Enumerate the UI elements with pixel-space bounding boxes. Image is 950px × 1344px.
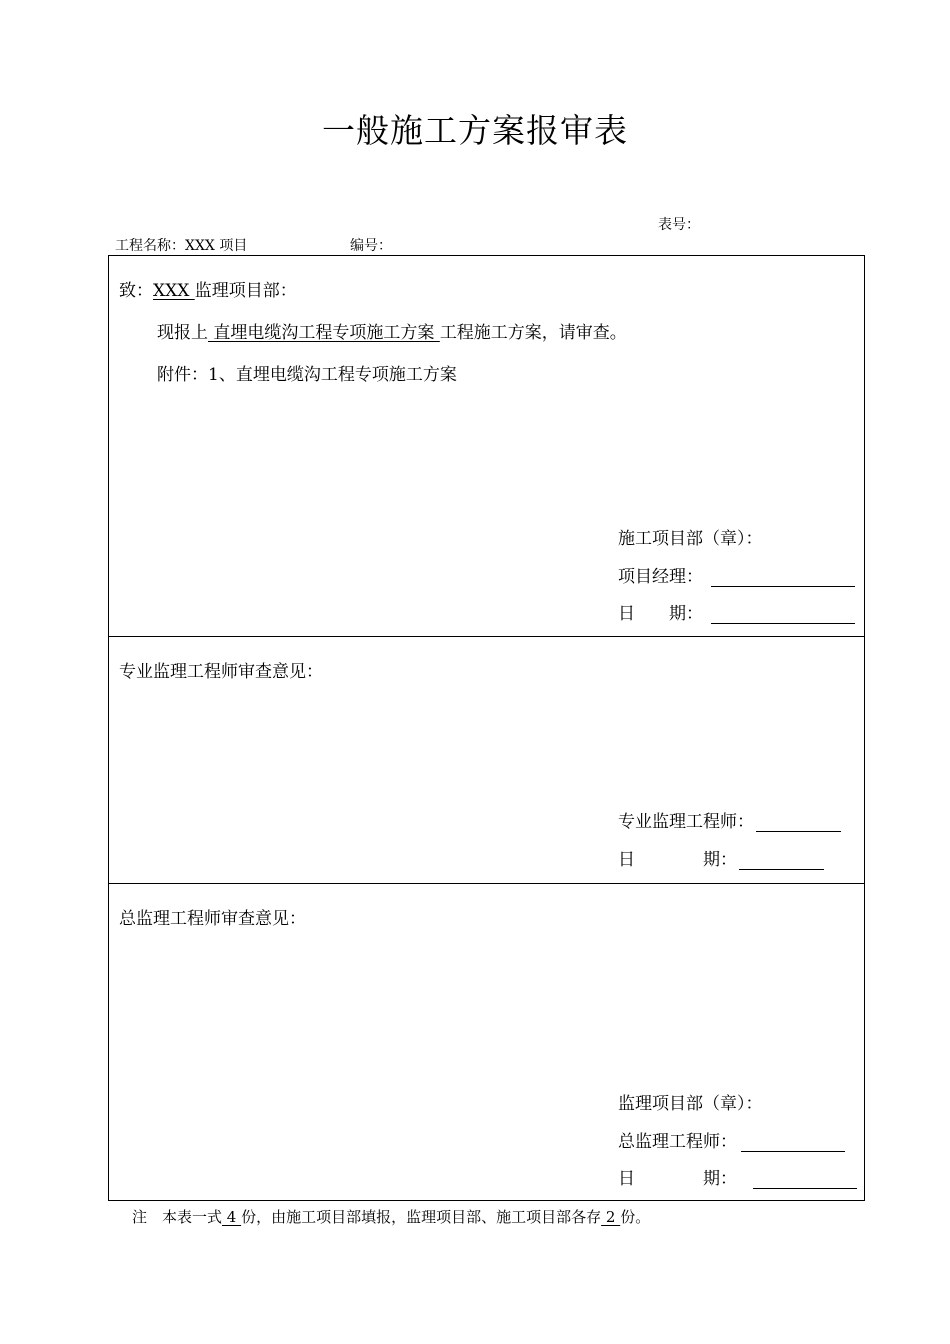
recipient-name: XXX — [153, 281, 195, 301]
project-name: 工程名称：XXX 项目 — [115, 238, 248, 254]
to-prefix: 致： — [119, 281, 153, 301]
attachment-line: 附件：1、直埋电缆沟工程专项施工方案 — [157, 365, 457, 385]
chief-review-heading: 总监理工程师审查意见： — [119, 909, 306, 929]
project-manager-label: 项目经理： — [618, 567, 703, 587]
plan-name: 直埋电缆沟工程专项施工方案 — [208, 323, 440, 343]
serial-number-label: 编号： — [350, 238, 392, 254]
chief-engineer-signature-line[interactable] — [741, 1133, 845, 1152]
to-suffix: 监理项目部： — [194, 281, 297, 301]
footnote-suffix: 份。 — [620, 1208, 651, 1226]
footnote-prefix: 注 本表一式 — [132, 1208, 223, 1226]
section3-date-label: 日 期： — [618, 1169, 737, 1189]
section1-date-row — [618, 599, 855, 624]
construction-dept-seal: 施工项目部（章）： — [618, 529, 763, 549]
report-line — [157, 318, 627, 343]
recipient-line — [119, 276, 297, 301]
section3-date-row — [618, 1164, 857, 1189]
specialist-review-heading: 专业监理工程师审查意见： — [119, 662, 323, 682]
supervision-dept-seal: 监理项目部（章）： — [618, 1094, 763, 1114]
footnote-copies: 4 — [222, 1208, 242, 1226]
form-number-label: 表号： — [658, 217, 700, 233]
section3-date-line[interactable] — [753, 1170, 857, 1189]
footnote-middle: 份，由施工项目部填报，监理项目部、施工项目部各存 — [241, 1208, 602, 1226]
specialist-engineer-signature-line[interactable] — [756, 813, 841, 832]
section2-date-row — [618, 845, 824, 870]
chief-engineer-label: 总监理工程师： — [618, 1132, 737, 1152]
specialist-engineer-label: 专业监理工程师： — [618, 812, 754, 832]
section2-date-label: 日 期： — [618, 850, 737, 870]
report-suffix: 工程施工方案，请审查。 — [439, 323, 627, 343]
section2-date-line[interactable] — [739, 851, 824, 870]
chief-engineer-row — [618, 1127, 845, 1152]
report-prefix: 现报上 — [157, 323, 208, 343]
specialist-engineer-row — [618, 807, 841, 832]
project-manager-signature-line[interactable] — [711, 568, 855, 587]
section1-date-label: 日 期： — [618, 604, 703, 624]
section-divider — [108, 636, 865, 637]
form-table — [108, 255, 865, 1201]
section1-date-line[interactable] — [711, 605, 855, 624]
section-divider — [108, 883, 865, 884]
footnote — [132, 1206, 650, 1227]
project-manager-row — [618, 562, 855, 587]
footnote-keep: 2 — [601, 1208, 621, 1226]
page-title: 一般施工方案报审表 — [322, 111, 628, 150]
